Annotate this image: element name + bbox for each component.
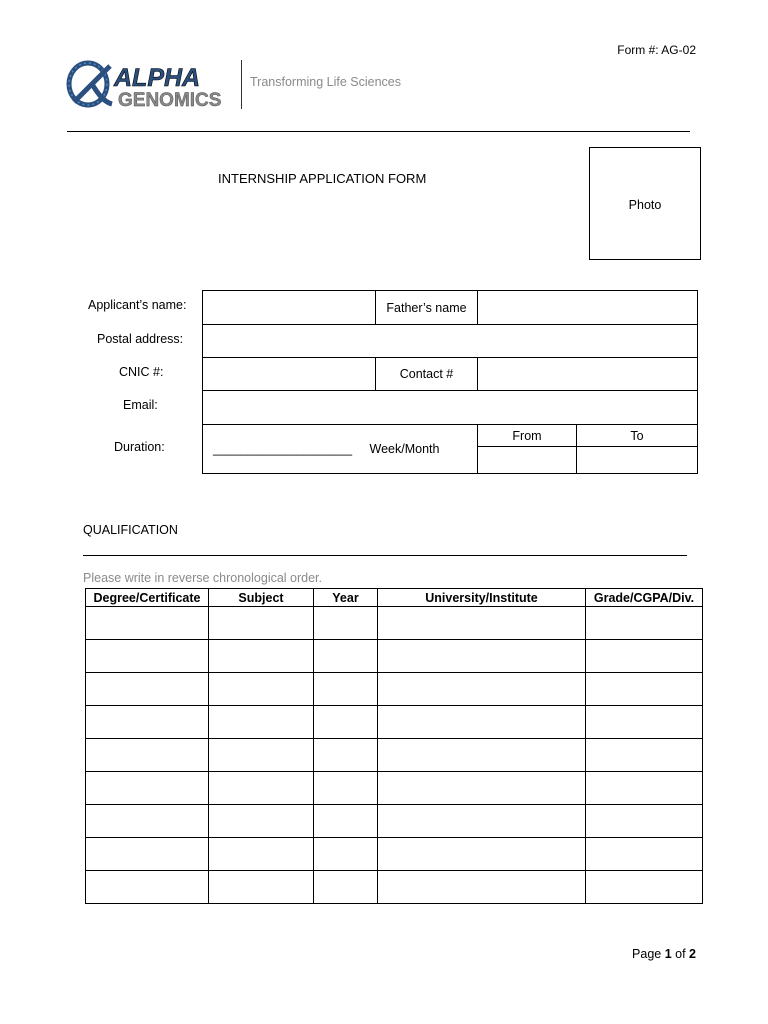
to-header: To <box>577 425 698 447</box>
from-header: From <box>478 425 577 447</box>
table-cell[interactable] <box>314 772 378 805</box>
table-cell[interactable] <box>209 607 314 640</box>
table-cell[interactable] <box>209 739 314 772</box>
page-prefix: Page <box>632 947 665 961</box>
table-cell[interactable] <box>86 772 209 805</box>
table-cell[interactable] <box>586 673 703 706</box>
table-cell[interactable] <box>378 640 586 673</box>
contact-label: Contact # <box>376 358 478 391</box>
table-cell[interactable] <box>378 805 586 838</box>
to-field[interactable] <box>577 447 698 474</box>
from-field[interactable] <box>478 447 577 474</box>
postal-address-label: Postal address: <box>97 332 184 346</box>
table-cell[interactable] <box>586 640 703 673</box>
table-cell[interactable] <box>586 706 703 739</box>
table-cell[interactable] <box>586 871 703 904</box>
father-name-label: Father’s name <box>376 291 478 325</box>
table-cell[interactable] <box>86 640 209 673</box>
contact-field[interactable] <box>478 358 698 391</box>
table-cell[interactable] <box>586 838 703 871</box>
form-title: INTERNSHIP APPLICATION FORM <box>218 171 427 186</box>
table-row <box>86 607 703 640</box>
table-cell[interactable] <box>209 640 314 673</box>
table-cell[interactable] <box>209 871 314 904</box>
qualification-rule <box>83 555 687 556</box>
postal-address-field[interactable] <box>203 325 698 358</box>
table-cell[interactable] <box>86 607 209 640</box>
table-row <box>86 805 703 838</box>
applicant-name-field[interactable] <box>203 291 376 325</box>
table-cell[interactable] <box>314 640 378 673</box>
table-cell[interactable] <box>314 871 378 904</box>
table-cell[interactable] <box>378 673 586 706</box>
table-row <box>86 871 703 904</box>
column-header: University/Institute <box>378 589 586 607</box>
form-number: Form #: AG-02 <box>617 43 696 57</box>
logo-word-genomics: GENOMICS <box>118 90 222 110</box>
photo-box[interactable] <box>589 147 701 260</box>
table-cell[interactable] <box>378 838 586 871</box>
table-cell[interactable] <box>209 805 314 838</box>
table-cell[interactable] <box>209 838 314 871</box>
qualification-header-row <box>86 589 703 607</box>
table-cell[interactable] <box>314 607 378 640</box>
column-header: Subject <box>209 589 314 607</box>
table-row <box>86 640 703 673</box>
column-header: Degree/Certificate <box>86 589 209 607</box>
applicant-name-label: Applicant’s name: <box>88 298 187 312</box>
duration-label: Duration: <box>114 440 165 454</box>
table-row <box>86 772 703 805</box>
table-cell[interactable] <box>314 739 378 772</box>
qualification-heading: QUALIFICATION <box>83 523 178 537</box>
logo-divider <box>241 60 242 109</box>
applicant-info-table <box>202 290 698 474</box>
table-cell[interactable] <box>86 805 209 838</box>
table-row <box>86 673 703 706</box>
photo-label: Photo <box>628 198 662 212</box>
page-current: 1 <box>664 947 672 961</box>
column-header: Grade/CGPA/Div. <box>586 589 703 607</box>
tagline: Transforming Life Sciences <box>250 75 401 89</box>
table-cell[interactable] <box>86 673 209 706</box>
duration-unit: Week/Month <box>369 442 440 456</box>
page-total: 2 <box>689 947 696 961</box>
table-cell[interactable] <box>86 838 209 871</box>
header-rule <box>67 131 690 132</box>
table-cell[interactable] <box>378 607 586 640</box>
table-cell[interactable] <box>209 772 314 805</box>
table-cell[interactable] <box>314 838 378 871</box>
table-cell[interactable] <box>586 805 703 838</box>
table-cell[interactable] <box>314 805 378 838</box>
table-cell[interactable] <box>86 739 209 772</box>
table-cell[interactable] <box>314 706 378 739</box>
table-cell[interactable] <box>209 673 314 706</box>
table-row <box>86 739 703 772</box>
cnic-label: CNIC #: <box>119 365 164 379</box>
table-cell[interactable] <box>86 706 209 739</box>
cnic-field[interactable] <box>203 358 376 391</box>
table-cell[interactable] <box>586 772 703 805</box>
email-field[interactable] <box>203 391 698 425</box>
table-cell[interactable] <box>378 871 586 904</box>
table-cell[interactable] <box>586 739 703 772</box>
alpha-genomics-logo <box>66 60 242 110</box>
duration-blank: ____________________ <box>213 442 353 456</box>
table-cell[interactable] <box>586 607 703 640</box>
table-cell[interactable] <box>378 739 586 772</box>
page-of: of <box>671 947 690 961</box>
table-row <box>86 706 703 739</box>
table-cell[interactable] <box>378 772 586 805</box>
table-cell[interactable] <box>209 706 314 739</box>
logo-word-alpha: ALPHA <box>114 64 201 92</box>
email-label: Email: <box>123 398 158 412</box>
father-name-field[interactable] <box>478 291 698 325</box>
table-cell[interactable] <box>86 871 209 904</box>
duration-field[interactable] <box>203 425 478 474</box>
column-header: Year <box>314 589 378 607</box>
table-row <box>86 838 703 871</box>
table-cell[interactable] <box>378 706 586 739</box>
qualification-instruction: Please write in reverse chronological order. <box>83 571 323 585</box>
page-number <box>632 947 696 961</box>
qualification-table <box>85 588 703 904</box>
table-cell[interactable] <box>314 673 378 706</box>
